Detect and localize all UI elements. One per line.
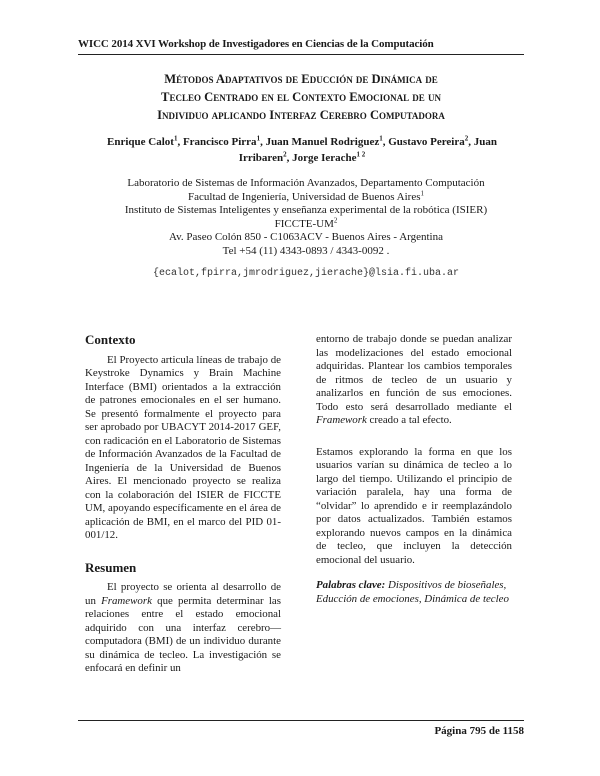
affiliation-mark: 1	[420, 188, 424, 197]
author-list	[84, 134, 520, 166]
affiliation-line: Tel +54 (11) 4343-0893 / 4343-0092 .	[222, 244, 390, 257]
title-line: Métodos Adaptativos de Educción de Dinámica de	[164, 72, 438, 86]
author-name: Enrique Calot	[107, 136, 174, 148]
paper-title	[96, 70, 506, 124]
keywords-label: Palabras clave:	[316, 579, 386, 591]
author-name: , Gustavo Pereira	[382, 136, 465, 148]
section-heading-resumen: Resumen	[85, 559, 137, 575]
title-line: Individuo aplicando Interfaz Cerebro Computadora	[157, 108, 445, 122]
page-number: Página 795 de 1158	[434, 725, 524, 737]
keywords-list: Dispositivos de bioseñales, Educción de emociones, Dinámica de tecleo	[316, 579, 509, 605]
framework-term: Framework	[316, 414, 367, 426]
affiliation-line: FICCTE-$UM^2$	[274, 215, 338, 230]
author-affiliation-mark: 2	[283, 150, 287, 159]
author-affiliation-mark: 1	[379, 134, 383, 143]
affiliation-block	[96, 177, 516, 258]
framework-term: Framework	[101, 594, 152, 607]
header-rule	[78, 54, 524, 55]
keywords-paragraph	[316, 579, 512, 606]
author-affiliation-mark: 1	[256, 134, 261, 143]
author-name: Irribaren	[238, 152, 284, 164]
author-name: , Jorge Ierache	[286, 152, 357, 164]
author-emails: {ecalot,fpirra,jmrodriguez,jierache}@lsia.fi.uba.ar	[152, 268, 460, 279]
affiliation-line: Facultad de Ingeniería, Universidad de Buenos Aires$^1$	[188, 188, 424, 203]
author-affiliation-mark: 2	[464, 134, 469, 143]
left-column	[85, 333, 281, 676]
author-name: , Juan Manuel Rodriguez	[260, 136, 380, 148]
author-line-1	[84, 134, 520, 150]
resumen-continuation-paragraph: entorno de trabajo donde se puedan analizar las modelizaciones del estado emocional adquiridas. Plantear los cambios temporales de ritmos de tecleo de un usuario y analizarlos en función de sus emociones. Todo esto será desarrollado mediante el Framework creado a tal efecto.	[316, 333, 512, 426]
right-column	[316, 333, 512, 606]
affiliation-line: Laboratorio de Sistemas de Información Avanzados, Departamento Computación	[127, 177, 485, 189]
affiliation-mark: 2	[333, 215, 338, 224]
author-name: , Francisco Pirra	[177, 136, 257, 148]
resumen-paragraph: El proyecto se orienta al desarrollo de un Framework que permita determinar las relaciones entre el estado emocional adquirido con una interfaz cerebro—computadora (BMI) de un individuo durante su dinámica de tecleo. La investigación se enfocará en definir un	[85, 581, 281, 674]
affiliation-line: Av. Paseo Colón 850 - C1063ACV - Buenos Aires - Argentina	[169, 231, 443, 243]
author-line-2	[84, 150, 520, 166]
title-line: Tecleo Centrado en el Contexto Emocional de un	[161, 90, 441, 104]
author-name: , Juan	[468, 136, 497, 148]
running-head: WICC 2014 XVI Workshop de Investigadores en Ciencias de la Computación	[78, 38, 434, 50]
footer-rule	[78, 720, 524, 721]
contexto-paragraph: El Proyecto articula líneas de trabajo de Keystroke Dynamics y Brain Machine Interface (BMI) orientados a la extracción de patrones emocionales en el ser humano. Se presentó formalmente el proyecto para ser aprobado por UBACYT 2014-2017 GEF, con radicación en el Laboratorio de Sistemas de Información Avanzados de la Facultad de Ingeniería de la Universidad de Buenos Aires. El mencionado proyecto se realiza con la colaboración del ISIER de FICCTE UM, apoyando específicamente en el área de aplicación de BMI, en el marco del PID 01-001/12.	[85, 353, 281, 541]
author-affiliation-mark: 1	[173, 134, 178, 143]
exploration-paragraph: Estamos explorando la forma en que los usuarios varían su dinámica de tecleo a lo largo del tiempo. Utilizando el principio de variación paralela, hay una forma de “olvidar” lo aprendido e ir reemplazándolo por datos actualizados. También estamos explorando nuevos campos en la dinámica de tecleo, que incluyen la detección emocional del usuario.	[316, 445, 512, 566]
affiliation-line: Instituto de Sistemas Inteligentes y enseñanza experimental de la robótica (ISIER)	[124, 204, 488, 216]
author-affiliation-mark: 1 2	[356, 150, 366, 159]
section-heading-contexto: Contexto	[85, 332, 136, 347]
